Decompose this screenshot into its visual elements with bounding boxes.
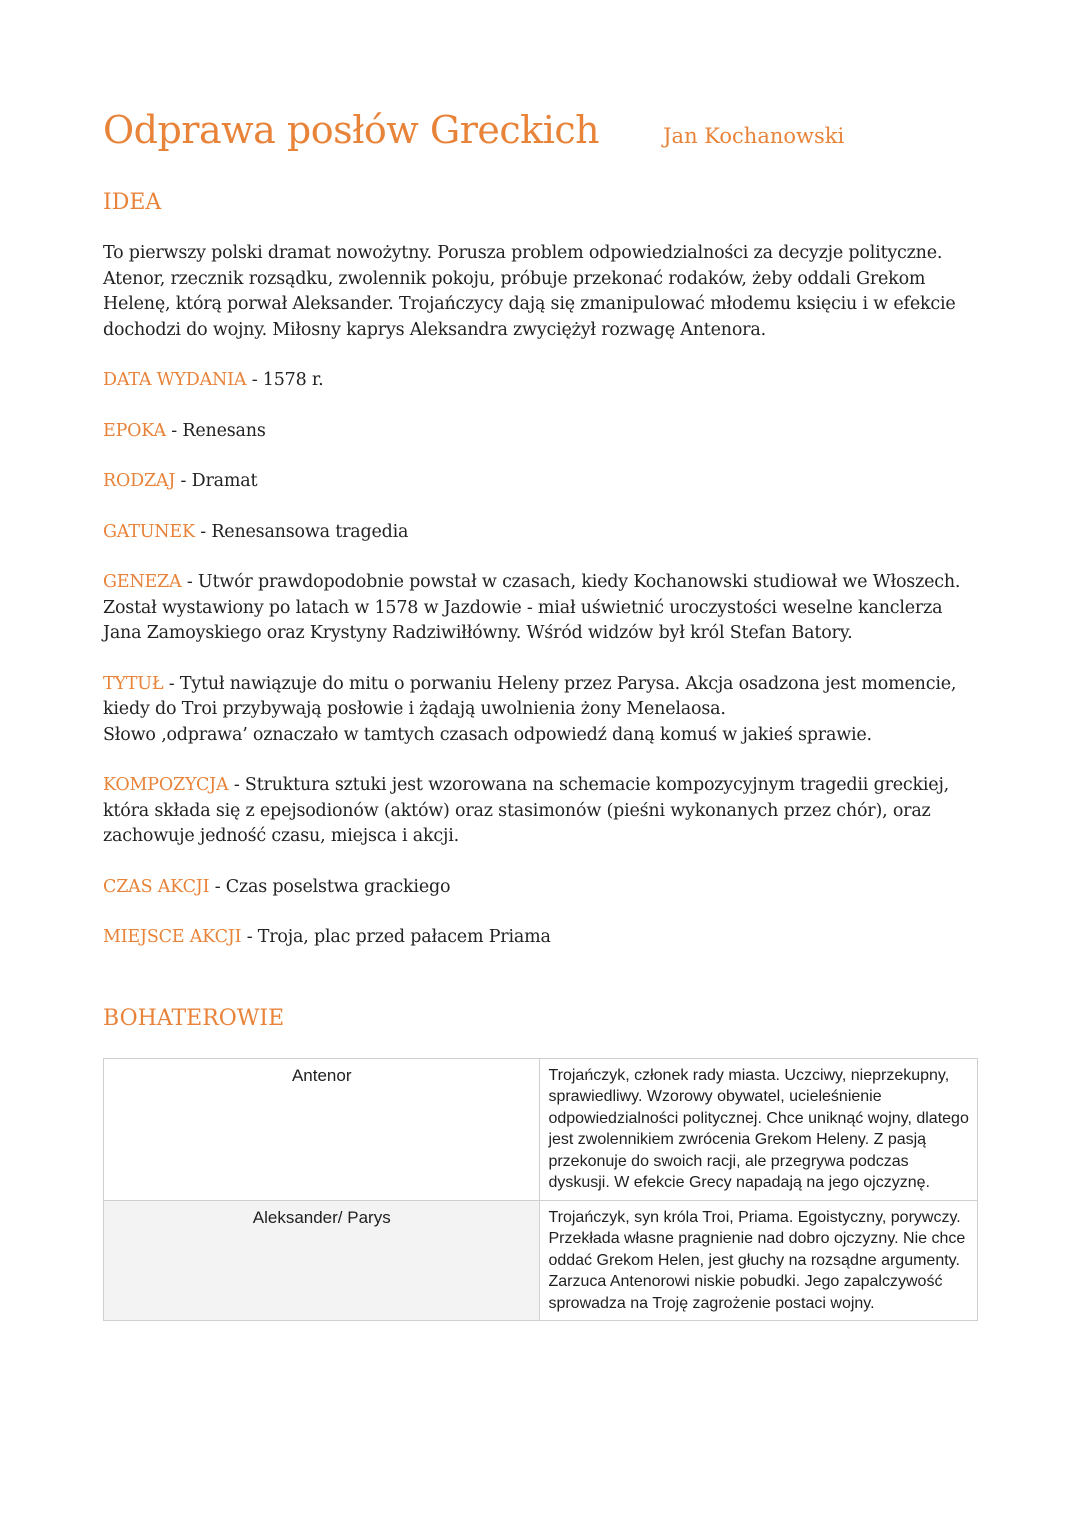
meta-label: KOMPOZYCJA — [103, 775, 229, 795]
meta-separator: - — [171, 420, 177, 441]
meta-value: Renesansowa tragedia — [211, 521, 409, 542]
meta-item-data-wydania — [103, 368, 978, 394]
hero-name: Aleksander/ Parys — [104, 1200, 540, 1321]
meta-value: Troja, plac przed pałacem Priama — [257, 927, 551, 947]
meta-label: CZAS AKCJI — [103, 876, 210, 897]
hero-description: Trojańczyk, członek rady miasta. Uczciwy, nieprzekupny, sprawiedliwy. Wzorowy obywatel, ucieleśnienie odpowiedzialności politycznej. Chce uniknąć wojny, dlatego jest zwolennikiem zwrócenia Grekom Heleny. Z pasją przekonuje do swoich racji, ale przegrywa podczas dyskusji. W efekcie Grecy napadają na jego ojczyznę. — [540, 1058, 978, 1200]
document-author: Jan Kochanowski — [663, 124, 845, 148]
meta-value: Dramat — [191, 471, 258, 491]
meta-separator: - — [214, 876, 221, 897]
meta-separator: - — [168, 673, 175, 694]
meta-item-tytul — [103, 672, 978, 749]
meta-label: TYTUŁ — [103, 673, 164, 694]
meta-separator: - — [251, 370, 258, 390]
meta-label: EPOKA — [103, 420, 166, 441]
table-row — [104, 1200, 978, 1321]
meta-value: 1578 r. — [262, 370, 324, 390]
meta-label: DATA WYDANIA — [103, 370, 247, 390]
meta-separator: - — [246, 927, 253, 947]
meta-item-miejsce-akcji — [103, 925, 978, 951]
meta-value: Utwór prawdopodobnie powstał w czasach, kiedy Kochanowski studiował we Włoszech. Został wystawiony po latach w 1578 w Jazdowie - miał uświetnić uroczystości weselne kanclerza Jana Zamoyskiego oraz Krystyny Radziwiłłówny. Wśród widzów był król Stefan Batory. — [103, 572, 961, 643]
document-page — [103, 108, 978, 1321]
document-title: Odprawa posłów Greckich — [103, 108, 600, 152]
heroes-heading: BOHATEROWIE — [103, 1005, 285, 1031]
meta-separator: - — [186, 572, 193, 592]
meta-item-czas-akcji — [103, 875, 978, 901]
meta-value-extra: Słowo ‚odprawa’ oznaczało w tamtych czasach odpowiedź daną komuś w jakieś sprawie. — [103, 724, 872, 745]
meta-item-epoka — [103, 419, 978, 445]
title-row — [103, 108, 978, 160]
meta-label: GENEZA — [103, 572, 182, 592]
meta-item-geneza — [103, 570, 978, 647]
meta-item-rodzaj — [103, 469, 978, 495]
meta-label: RODZAJ — [103, 471, 176, 491]
idea-heading: IDEA — [103, 190, 162, 215]
meta-separator: - — [180, 471, 187, 491]
meta-value: Czas poselstwa grackiego — [225, 876, 451, 897]
meta-value: Renesans — [182, 420, 266, 441]
meta-label: MIEJSCE AKCJI — [103, 927, 242, 947]
heroes-table — [103, 1058, 978, 1322]
meta-label: GATUNEK — [103, 521, 195, 542]
meta-value: Tytuł nawiązuje do mitu o porwaniu Heleny przez Parysa. Akcja osadzona jest momencie, kiedy do Troi przybywają posłowie i żądają uwolnienia żony Menelaosa. — [103, 673, 957, 719]
meta-list — [103, 368, 978, 951]
meta-separator: - — [233, 775, 240, 795]
table-row — [104, 1058, 978, 1200]
idea-text: To pierwszy polski dramat nowożytny. Porusza problem odpowiedzialności za decyzje polityczne. Atenor, rzecznik rozsądku, zwolennik pokoju, próbuje przekonać rodaków, żeby oddali Grekom Helenę, którą porwał Aleksander. Trojańczycy dają się zmanipulować młodemu księciu i w efekcie dochodzi do wojny. Miłosny kaprys Aleksandra zwyciężył rozwagę Antenora. — [103, 243, 956, 340]
meta-separator: - — [200, 521, 206, 542]
meta-value: Struktura sztuki jest wzorowana na schemacie kompozycyjnym tragedii greckiej, która składa się z epejsodionów (aktów) oraz stasimonów (pieśni wykonanych przez chór), oraz zachowuje jedność czasu, miejsca i akcji. — [103, 775, 950, 846]
meta-item-kompozycja — [103, 773, 978, 850]
hero-name: Antenor — [104, 1058, 540, 1200]
hero-description: Trojańczyk, syn króla Troi, Priama. Egoistyczny, porywczy. Przekłada własne pragnienie nad dobro ojczyzny. Nie chce oddać Grekom Helen, jest głuchy na rozsądne argumenty. Zarzuca Antenorowi niskie pobudki. Jego zapalczywość sprowadza na Troję zagrożenie postaci wojny. — [540, 1200, 978, 1321]
meta-item-gatunek — [103, 520, 978, 546]
